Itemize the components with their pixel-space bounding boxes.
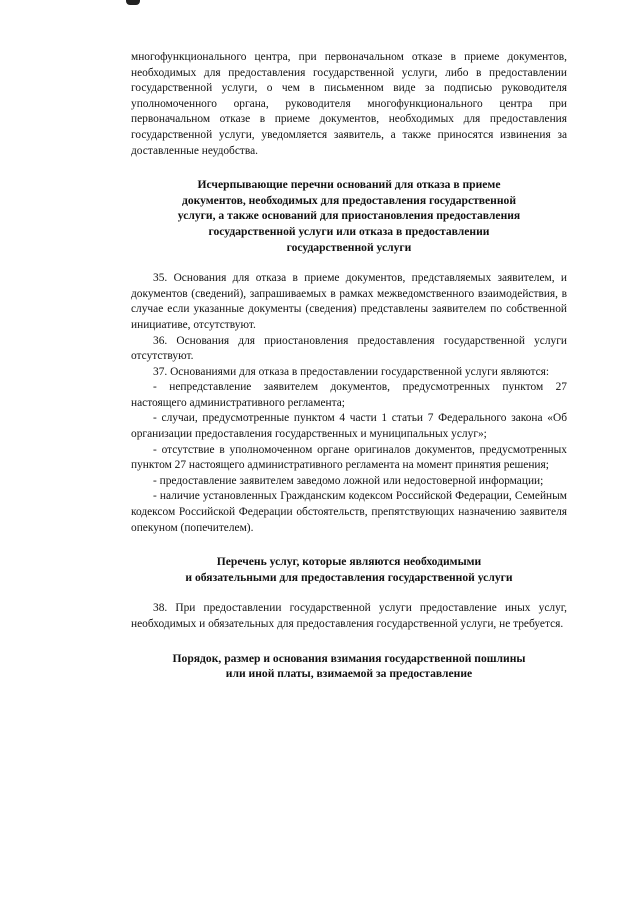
document-body [131,50,567,682]
paragraph-38: 38. При предоставлении государственной услуги предоставление иных услуг, необходимых и обязательных для предоставления государственной услуги, не требуется. [131,602,567,630]
section-heading-required-services: Перечень услуг, которые являются необходимыми и обязательными для предоставления государственной услуги [185,555,513,584]
list-item: - непредставление заявителем документов, предусмотренных пунктом 27 настоящего административного регламента; [131,381,567,409]
paragraph-36: 36. Основания для приостановления предоставления государственной услуги отсутствуют. [131,334,567,363]
list-item: - предоставление заявителем заведомо ложной или недостоверной информации; [153,474,544,487]
paragraph-35: 35. Основания для отказа в приеме документов, представляемых заявителем, и документов (сведений), запрашиваемых в рамках межведомственного взаимодействия, в случае если указанные документы (сведения) представлены заявителем по собственной инициативе, отсутствуют. [131,272,567,331]
section-heading-refusal-grounds: Исчерпывающие перечни оснований для отказа в приеме документов, необходимых для предоставления государственной услуги, а также оснований для приостановления предоставления государственной услуги или отказа в предоставлении государственной услуги [177,178,521,254]
paragraph-37: 37. Основаниями для отказа в предоставлении государственной услуги являются: [153,365,550,378]
list-item: - отсутствие в уполномоченном органе оригиналов документов, предусмотренных пунктом 27 настоящего административного регламента на момент принятия решения; [131,443,567,472]
scan-mark [126,0,140,5]
list-item: - случаи, предусмотренные пунктом 4 части 1 статьи 7 Федерального закона «Об организации предоставления государственных и муниципальных услуг»; [131,412,567,441]
intro-paragraph: многофункционального центра, при первоначальном отказе в приеме документов, необходимых для предоставления государственной услуги, либо в предоставлении государственной услуги, о чем в письменном виде за подписью руководителя уполномоченного органа, руководителя многофункционального центра при первоначальном отказе в приеме документов, необходимых для предоставления государственной услуги, уведомляется заявитель, а также приносятся извинения за доставленные неудобства. [131,51,567,157]
list-item: - наличие установленных Гражданским кодексом Российской Федерации, Семейным кодексом Российской Федерации обстоятельств, препятствующих назначению заявителя опекуном (попечителем). [131,490,567,534]
section-heading-state-fee: Порядок, размер и основания взимания государственной пошлины или иной платы, взимаемой за предоставление [172,651,526,681]
